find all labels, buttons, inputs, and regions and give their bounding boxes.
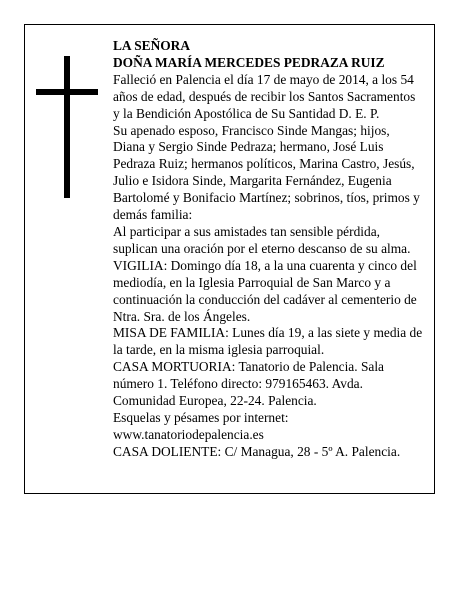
heading-title: LA SEÑORA [113, 38, 191, 53]
funeral-home-info: CASA MORTUORIA: Tanatorio de Palencia. Sala número 1. Teléfono directo: 979165463. Avda. Comunidad Europea, 22-24. Palencia. [113, 359, 384, 409]
online-condolences: Esquelas y pésames por internet: www.tanatoriodepalencia.es [113, 409, 289, 442]
family-list: Su apenado esposo, Francisco Sinde Mangas; hijos, Diana y Sergio Sinde Pedraza; hermano, José Luis Pedraza Ruiz; hermanos políticos, Marina Castro, Jesús, Julio e Isidora Sinde, Margarita Fernández, Eugenia Bartolomé y Bonifacio Martínez; sobrinos, tíos, primos y demás familia: [113, 122, 420, 223]
family-home-address: CASA DOLIENTE: C/ Managua, 28 - 5º A. Palencia. [113, 443, 401, 459]
obituary-text [113, 38, 425, 461]
deceased-name: DOÑA MARÍA MERCEDES PEDRAZA RUIZ [113, 54, 385, 70]
cross-vertical-bar [64, 56, 70, 198]
prayer-request: Al participar a sus amistades tan sensible pérdida, suplican una oración por el eterno descanso de su alma. [113, 223, 411, 256]
cross-icon [36, 56, 98, 198]
vigil-info: VIGILIA: Domingo día 18, a la una cuarenta y cinco del mediodía, en la Iglesia Parroquial de San Marco y a continuación la conducción del cadáver al cementerio de Ntra. Sra. de los Ángeles. [113, 257, 417, 324]
death-announcement: Falleció en Palencia el día 17 de mayo de 2014, a los 54 años de edad, después de recibir los Santos Sacramentos y la Bendición Apostólica de Su Santidad D. E. P. [113, 71, 416, 121]
family-mass-info: MISA DE FAMILIA: Lunes día 19, a las siete y media de la tarde, en la misma iglesia parroquial. [113, 325, 423, 358]
cross-horizontal-bar [36, 89, 98, 95]
